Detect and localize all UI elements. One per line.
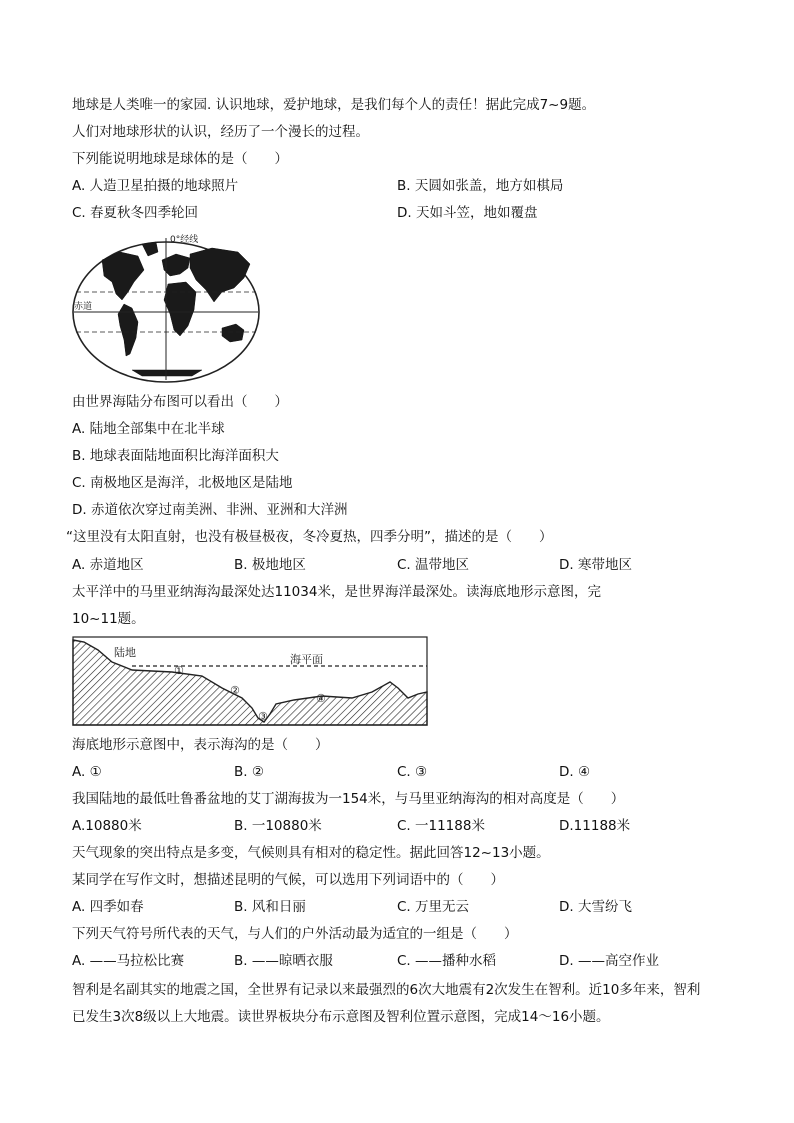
q9-option-b: B. 极地地区 xyxy=(234,557,306,573)
q11-option-b: B. 一10880米 xyxy=(234,818,322,834)
q7-option-b: B. 天圆如张盖，地方如棋局 xyxy=(397,178,564,194)
q10-option-b: B. ② xyxy=(234,764,264,780)
q9-option-c: C. 温带地区 xyxy=(397,557,470,573)
q9-stem: “这里没有太阳直射，也没有极昼极夜，冬冷夏热，四季分明”，描述的是（ ） xyxy=(66,529,553,545)
q13-option-d: D. ——高空作业 xyxy=(559,953,659,969)
q8-option-b: B. 地球表面陆地面积比海洋面积大 xyxy=(72,448,279,464)
q13-stem: 下列天气符号所代表的天气，与人们的户外活动最为适宜的一组是（ ） xyxy=(72,926,518,942)
label-land: 陆地 xyxy=(114,646,136,659)
intro4-line-2: 已发生3次8级以上大地震。读世界板块分布示意图及智利位置示意图，完成14～16小题。 xyxy=(72,1009,610,1025)
intro2-line-1: 太平洋中的马里亚纳海沟最深处达11034米，是世界海洋最深处。读海底地形示意图，完 xyxy=(72,584,601,600)
map-label-meridian: 0°经线 xyxy=(170,235,199,245)
marker-4: ④ xyxy=(316,692,326,705)
q12-option-c: C. 万里无云 xyxy=(397,899,470,915)
q13-option-b: B. ——晾晒衣服 xyxy=(234,953,333,969)
q13-option-a: A. ——马拉松比赛 xyxy=(72,953,185,969)
q11-option-a: A.10880米 xyxy=(72,818,142,834)
intro2-line-2: 10~11题。 xyxy=(72,611,145,627)
q9-option-a: A. 赤道地区 xyxy=(72,557,144,573)
q10-option-a: A. ① xyxy=(72,764,102,780)
q12-option-a: A. 四季如春 xyxy=(72,899,144,915)
q8-stem: 由世界海陆分布图可以看出（ ） xyxy=(72,394,288,410)
q12-option-b: B. 风和日丽 xyxy=(234,899,306,915)
q12-option-d: D. 大雪纷飞 xyxy=(559,899,632,915)
intro3-line-1: 天气现象的突出特点是多变，气候则具有相对的稳定性。据此回答12~13小题。 xyxy=(72,845,550,861)
q13-option-c: C. ——播种水稻 xyxy=(397,953,497,969)
intro4-line-1: 智利是名副其实的地震之国，全世界有记录以来最强烈的6次大地震有2次发生在智利。近10多年来，智利 xyxy=(72,982,701,998)
q10-option-d: D. ④ xyxy=(559,764,591,780)
q7-stem: 下列能说明地球是球体的是（ ） xyxy=(72,151,288,167)
map-label-equator: 赤道 xyxy=(74,302,93,312)
q11-option-c: C. 一11188米 xyxy=(397,818,485,834)
marker-2: ② xyxy=(230,684,240,697)
q10-stem: 海底地形示意图中，表示海沟的是（ ） xyxy=(72,737,329,753)
q8-option-d: D. 赤道依次穿过南美洲、非洲、亚洲和大洋洲 xyxy=(72,502,348,518)
q12-stem: 某同学在写作文时，想描述昆明的气候，可以选用下列词语中的（ ） xyxy=(72,872,504,888)
q8-option-a: A. 陆地全部集中在北半球 xyxy=(72,421,225,437)
world-land-sea-map xyxy=(72,230,264,386)
q7-option-c: C. 春夏秋冬四季轮回 xyxy=(72,205,199,221)
q8-option-c: C. 南极地区是海洋，北极地区是陆地 xyxy=(72,475,293,491)
q11-option-d: D.11188米 xyxy=(559,818,631,834)
q7-option-a: A. 人造卫星拍摄的地球照片 xyxy=(72,178,239,194)
intro-line-1: 地球是人类唯一的家园. 认识地球，爱护地球，是我们每个人的责任！据此完成7~9题。 xyxy=(72,97,596,113)
marker-1: ① xyxy=(174,664,184,677)
intro-line-2: 人们对地球形状的认识，经历了一个漫长的过程。 xyxy=(72,124,369,140)
q9-option-d: D. 寒带地区 xyxy=(559,557,632,573)
q7-option-d: D. 天如斗笠，地如覆盘 xyxy=(397,205,538,221)
q10-option-c: C. ③ xyxy=(397,764,428,780)
label-sea-level: 海平面 xyxy=(290,653,323,666)
seafloor-terrain-diagram xyxy=(72,636,428,726)
marker-3: ③ xyxy=(258,710,268,723)
q11-stem: 我国陆地的最低吐鲁番盆地的艾丁湖海拔为一154米，与马里亚纳海沟的相对高度是（ ） xyxy=(72,791,625,807)
